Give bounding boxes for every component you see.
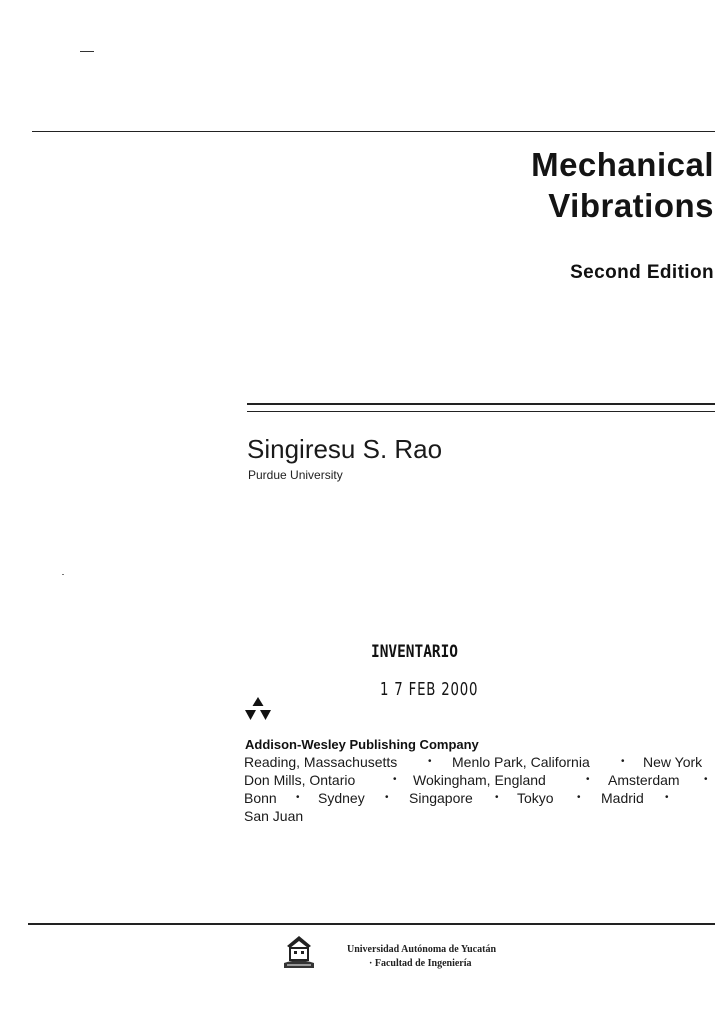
separator-dot: • bbox=[704, 774, 708, 785]
city-menlo-park: Menlo Park, California bbox=[452, 754, 590, 770]
seal-university: Universidad Autónoma de Yucatán bbox=[347, 944, 497, 955]
city-san-juan: San Juan bbox=[244, 808, 304, 824]
city-wokingham: Wokingham, England bbox=[413, 772, 546, 788]
publisher-name: Addison-Wesley Publishing Company bbox=[245, 737, 479, 752]
author-affiliation: Purdue University bbox=[248, 468, 343, 482]
author-name: Singiresu S. Rao bbox=[247, 434, 443, 464]
separator-dot: • bbox=[495, 792, 499, 803]
city-sydney: Sydney bbox=[318, 790, 365, 806]
separator-dot: • bbox=[621, 756, 625, 767]
stray-dot bbox=[62, 574, 64, 575]
separator-dot: • bbox=[577, 792, 581, 803]
separator-dot: • bbox=[385, 792, 389, 803]
inventory-stamp: INVENTARIO bbox=[371, 642, 459, 662]
city-reading: Reading, Massachusetts bbox=[244, 754, 398, 770]
city-amsterdam: Amsterdam bbox=[608, 772, 680, 788]
title-line-1: Mechanical bbox=[531, 146, 714, 183]
title-line-2: Vibrations bbox=[548, 187, 714, 224]
city-don-mills: Don Mills, Ontario bbox=[244, 772, 356, 788]
separator-dot: • bbox=[665, 792, 669, 803]
stamp-date: 1 7 FEB 2000 bbox=[380, 679, 479, 700]
author-rule-thick bbox=[247, 403, 715, 405]
publisher-logo-icon bbox=[243, 697, 273, 723]
city-new-york: New York bbox=[643, 754, 703, 770]
separator-dot: • bbox=[586, 774, 590, 785]
seal-faculty: · Facultad de Ingeniería bbox=[369, 958, 472, 969]
separator-dot: • bbox=[393, 774, 397, 785]
bottom-rule bbox=[28, 923, 715, 925]
separator-dot: • bbox=[428, 756, 432, 767]
city-tokyo: Tokyo bbox=[517, 790, 554, 806]
city-singapore: Singapore bbox=[409, 790, 473, 806]
author-rule-thin bbox=[247, 411, 715, 412]
edition-label: Second Edition bbox=[570, 262, 714, 283]
library-seal-icon bbox=[281, 934, 317, 970]
city-madrid: Madrid bbox=[601, 790, 644, 806]
stray-mark bbox=[80, 51, 94, 52]
top-rule bbox=[32, 131, 715, 132]
city-bonn: Bonn bbox=[244, 790, 277, 806]
separator-dot: • bbox=[296, 792, 300, 803]
